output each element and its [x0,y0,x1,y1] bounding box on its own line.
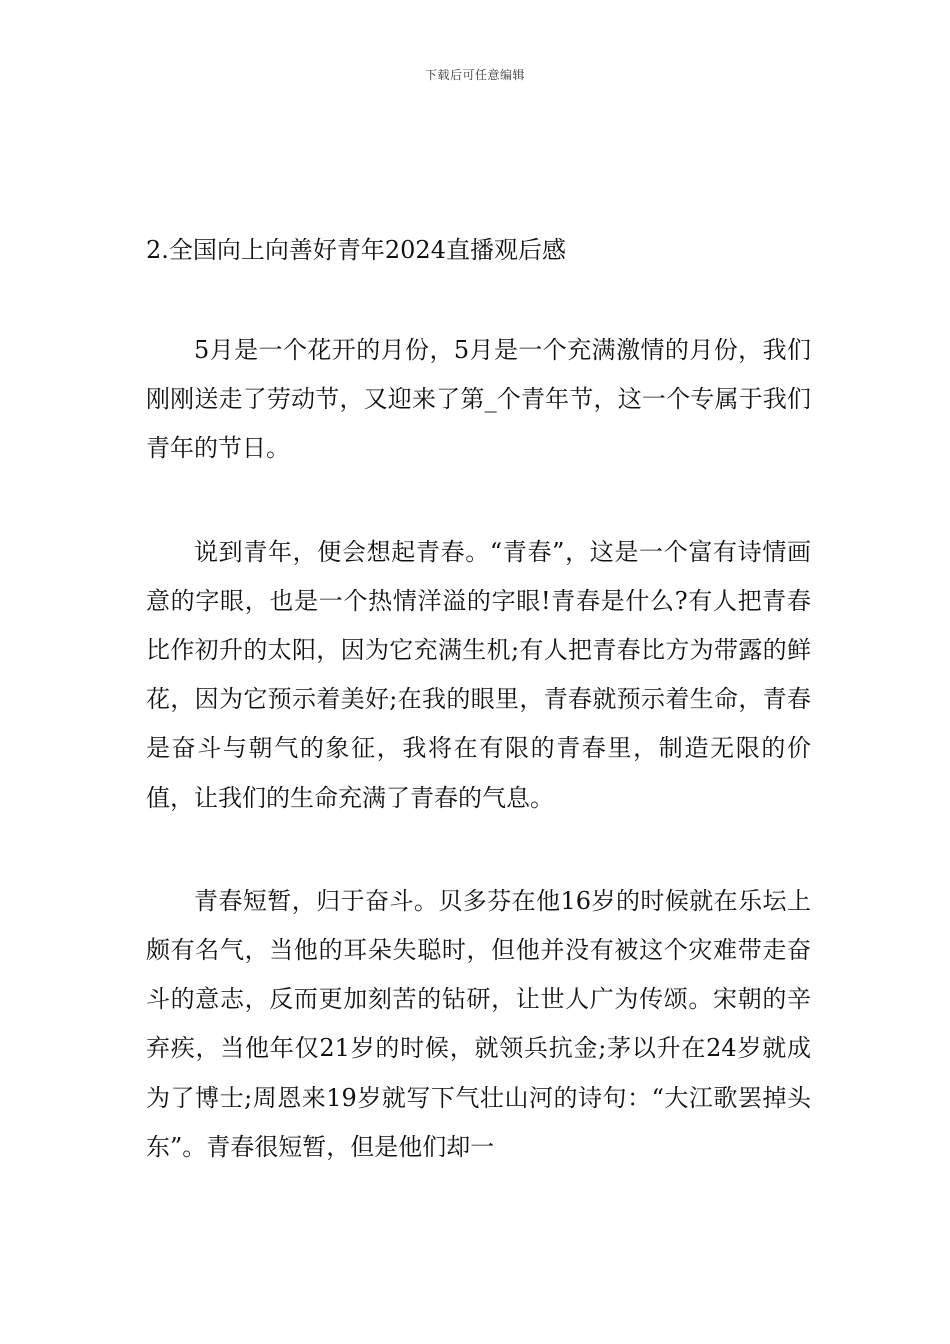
paragraph-1: 5月是一个花开的月份，5月是一个充满激情的月份，我们刚刚送走了劳动节，又迎来了第_个青年节，这一个专属于我们青年的节日。 [146,336,811,463]
page-header-note: 下载后可任意编辑 [424,68,525,82]
document-heading: 2.全国向上向善好青年2024直播观后感 [146,236,566,264]
paragraph-2: 说到青年，便会想起青春。“青春”，这是一个富有诗情画意的字眼，也是一个热情洋溢的字眼!青春是什么?有人把青春比作初升的太阳，因为它充满生机;有人把青春比方为带露的鲜花，因为它预示着美好;在我的眼里，青春就预示着生命，青春是奋斗与朝气的象征，我将在有限的青春里，制造无限的价值，让我们的生命充满了青春的气息。 [146,537,811,812]
document-body [146,228,811,1172]
paragraph-3: 青春短暂，归于奋斗。贝多芬在他16岁的时候就在乐坛上颇有名气，当他的耳朵失聪时，但他并没有被这个灾难带走奋斗的意志，反而更加刻苦的钻研，让世人广为传颂。宋朝的辛弃疾，当他年仅21岁的时候，就领兵抗金;茅以升在24岁就成为了博士;周恩来19岁就写下气壮山河的诗句：“大江歌罢掉头东”。青春很短暂，但是他们却一 [146,886,811,1161]
